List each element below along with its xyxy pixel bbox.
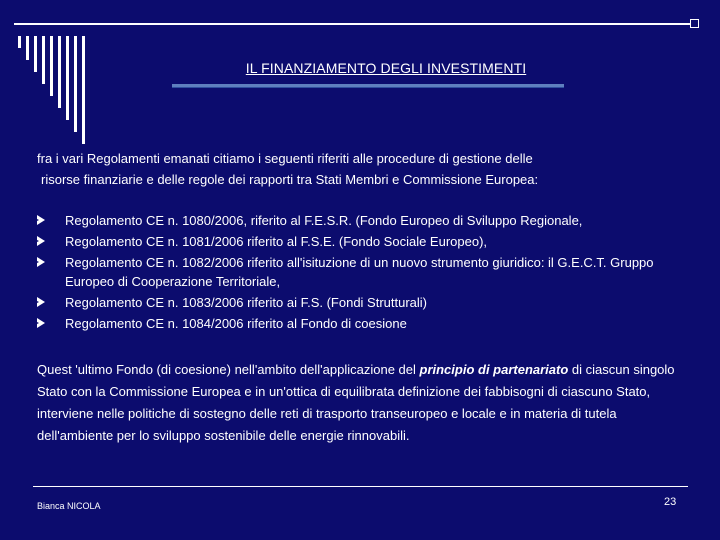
intro-line-2: risorse finanziarie e delle regole dei rapporti tra Stati Membri e Commissione Europea: — [41, 172, 539, 187]
list-item — [37, 253, 697, 291]
list-item — [37, 211, 697, 230]
arrow-bullet-icon — [37, 257, 45, 267]
footer-rule — [33, 486, 688, 487]
page-number: 23 — [664, 496, 677, 508]
list-item — [37, 293, 697, 312]
arrow-bullet-icon — [37, 297, 45, 307]
closing-text-start: Quest 'ultimo Fondo (di coesione) nell'ambito dell'applicazione del — [37, 362, 420, 377]
closing-paragraph — [37, 359, 687, 447]
list-item-text: Regolamento CE n. 1083/2006 riferito ai F.S. (Fondi Strutturali) — [65, 295, 428, 310]
list-item — [37, 232, 697, 251]
closing-text-end: di ciascun singolo Stato con la Commissione Europea e in un'ottica di equilibrata definizione dei fabbisogni di ciascuno Stato, interviene nelle politiche di sostegno delle reti di trasporto transeuropeo e locale e in materia di tutela dell'ambiente per lo sviluppo sostenibile delle energie rinnovabili. — [37, 362, 675, 443]
list-item-text: Regolamento CE n. 1084/2006 riferito al Fondo di coesione — [65, 316, 407, 331]
list-item-text: Regolamento CE n. 1080/2006, riferito al F.E.S.R. (Fondo Europeo di Sviluppo Regionale, — [65, 213, 583, 228]
arrow-bullet-icon — [37, 215, 45, 225]
arrow-bullet-icon — [37, 318, 45, 328]
list-item-text: Regolamento CE n. 1081/2006 riferito al F.S.E. (Fondo Sociale Europeo), — [65, 234, 488, 249]
author-name: Bianca NICOLA — [37, 501, 101, 511]
intro-paragraph — [37, 148, 677, 190]
arrow-bullet-icon — [37, 236, 45, 246]
intro-line-1: fra i vari Regolamenti emanati citiamo i seguenti riferiti alle procedure di gestione delle — [37, 151, 533, 166]
list-item-text: Regolamento CE n. 1082/2006 riferito all'isituzione di un nuovo strumento giuridico: il G.E.C.T. Gruppo Europeo di Cooperazione Territoriale, — [65, 255, 654, 289]
title-underline-shadow — [172, 87, 564, 88]
regulations-list — [37, 211, 697, 335]
slide-title: IL FINANZIAMENTO DEGLI INVESTIMENTI — [245, 60, 527, 76]
top-rule — [14, 23, 696, 25]
corner-square-decoration — [690, 19, 699, 28]
partnership-principle-emphasis: principio di partenariato — [419, 362, 569, 377]
list-item — [37, 314, 697, 333]
